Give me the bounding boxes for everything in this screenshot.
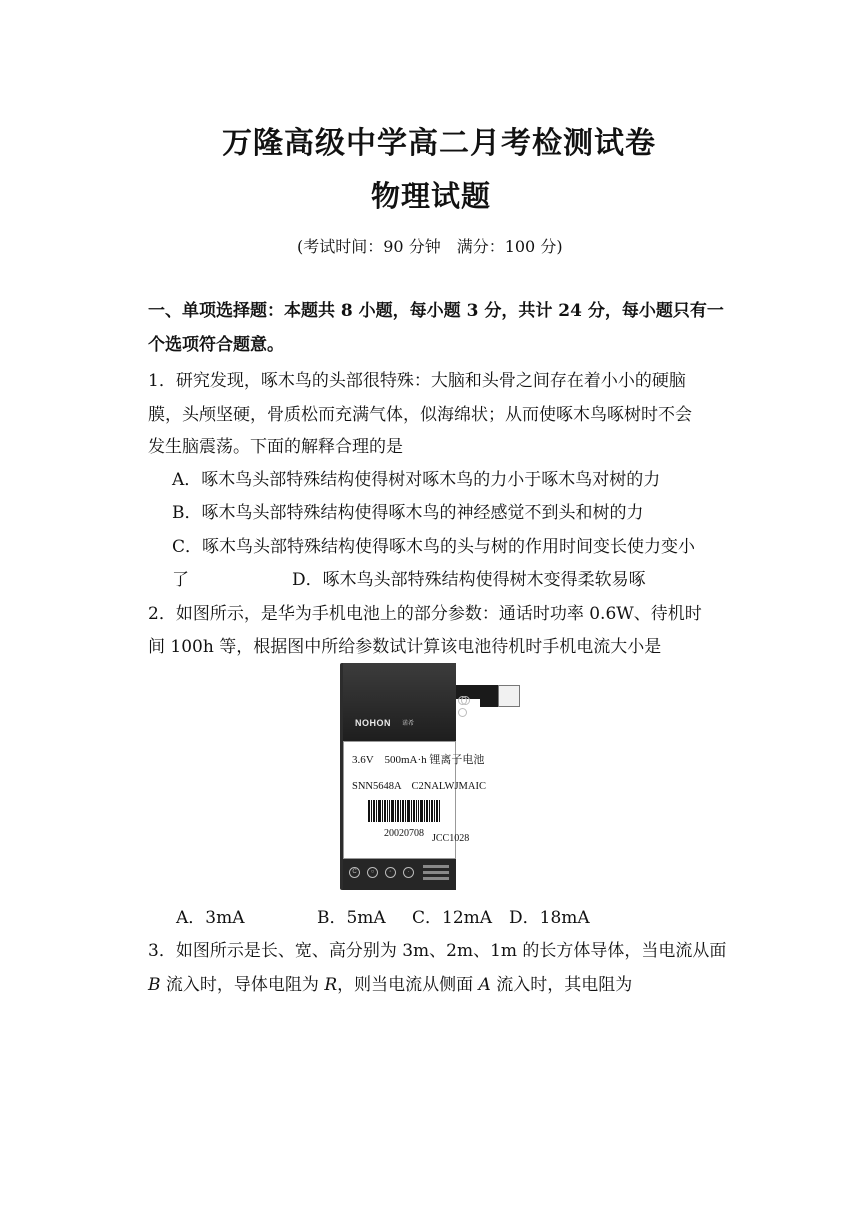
q2-option-a: A．3mA	[176, 908, 245, 928]
ce-mark-icon: C	[349, 867, 360, 878]
battery-spec: 3.6V 500mA·h 锂离子电池	[352, 754, 485, 766]
q1-option-d: D．啄木鸟头部特殊结构使得树木变得柔软易啄	[292, 570, 646, 590]
q2-stem-line1: 2．如图所示，是华为手机电池上的部分参数：通话时功率 0.6W、待机时	[148, 604, 702, 624]
q1-stem-line2: 膜，头颅坚硬，骨质松而充满气体，似海绵状；从而使啄木鸟啄树时不会	[148, 405, 692, 425]
q1-option-c-line2: 了	[172, 570, 189, 590]
battery-connector-end	[498, 685, 520, 707]
q3-stem-line2: B 流入时，导体电阻为 R，则当电流从侧面 A 流入时，其电阻为	[148, 975, 633, 995]
face-a-symbol: A	[478, 975, 491, 995]
q1-option-c-line1: C．啄木鸟头部特殊结构使得啄木鸟的头与树的作用时间变长使力变小	[172, 537, 696, 557]
q2-option-d: D．18mA	[509, 908, 590, 928]
terminal-icon	[458, 708, 467, 717]
face-b-symbol: B	[148, 975, 161, 995]
battery-figure	[340, 663, 520, 890]
q3-stem-line1: 3．如图所示是长、宽、高分别为 3m、2m、1m 的长方体导体，当电流从面	[148, 941, 727, 961]
battery-model: SNN5648A C2NALWJMAIC	[352, 781, 486, 792]
battery-label	[343, 741, 486, 859]
certification-icon: ○	[367, 867, 378, 878]
subject-title: 物理试题	[371, 179, 492, 213]
section-heading-line2: 个选项符合题意。	[148, 335, 284, 355]
warning-icon: ·	[403, 867, 414, 878]
battery-brand-cn: 诺希	[402, 721, 415, 727]
section-heading-line1: 一、单项选择题：本题共 8 小题，每小题 3 分，共计 24 分，每小题只有一	[148, 301, 724, 321]
q1-stem-line3: 发生脑震荡。下面的解释合理的是	[148, 437, 403, 457]
q2-option-b: B．5mA	[317, 908, 386, 928]
battery-brand: NOHON	[355, 718, 391, 728]
q2-option-c: C．12mA	[412, 908, 493, 928]
battery-code: JCC1028	[432, 833, 470, 844]
q1-stem-line1: 1．研究发现，啄木鸟的头部很特殊：大脑和头骨之间存在着小小的硬脑	[148, 371, 686, 391]
terminal-icon	[458, 696, 467, 705]
exam-title: 万隆高级中学高二月考检测试卷	[222, 126, 656, 161]
battery-date: 20020708	[384, 828, 424, 839]
q1-option-a: A．啄木鸟头部特殊结构使得树对啄木鸟的力小于啄木鸟对树的力	[172, 470, 661, 490]
barcode-icon	[368, 800, 440, 822]
battery-certification-strip	[343, 859, 456, 890]
recycle-icon: ◦	[385, 867, 396, 878]
q1-option-b: B．啄木鸟头部特殊结构使得啄木鸟的神经感觉不到头和树的力	[172, 503, 644, 523]
resistance-symbol: R	[324, 975, 338, 995]
exam-info: (考试时间：90 分钟 满分：100 分)	[297, 237, 563, 256]
q2-stem-line2: 间 100h 等，根据图中所给参数试计算该电池待机时手机电流大小是	[148, 637, 662, 657]
